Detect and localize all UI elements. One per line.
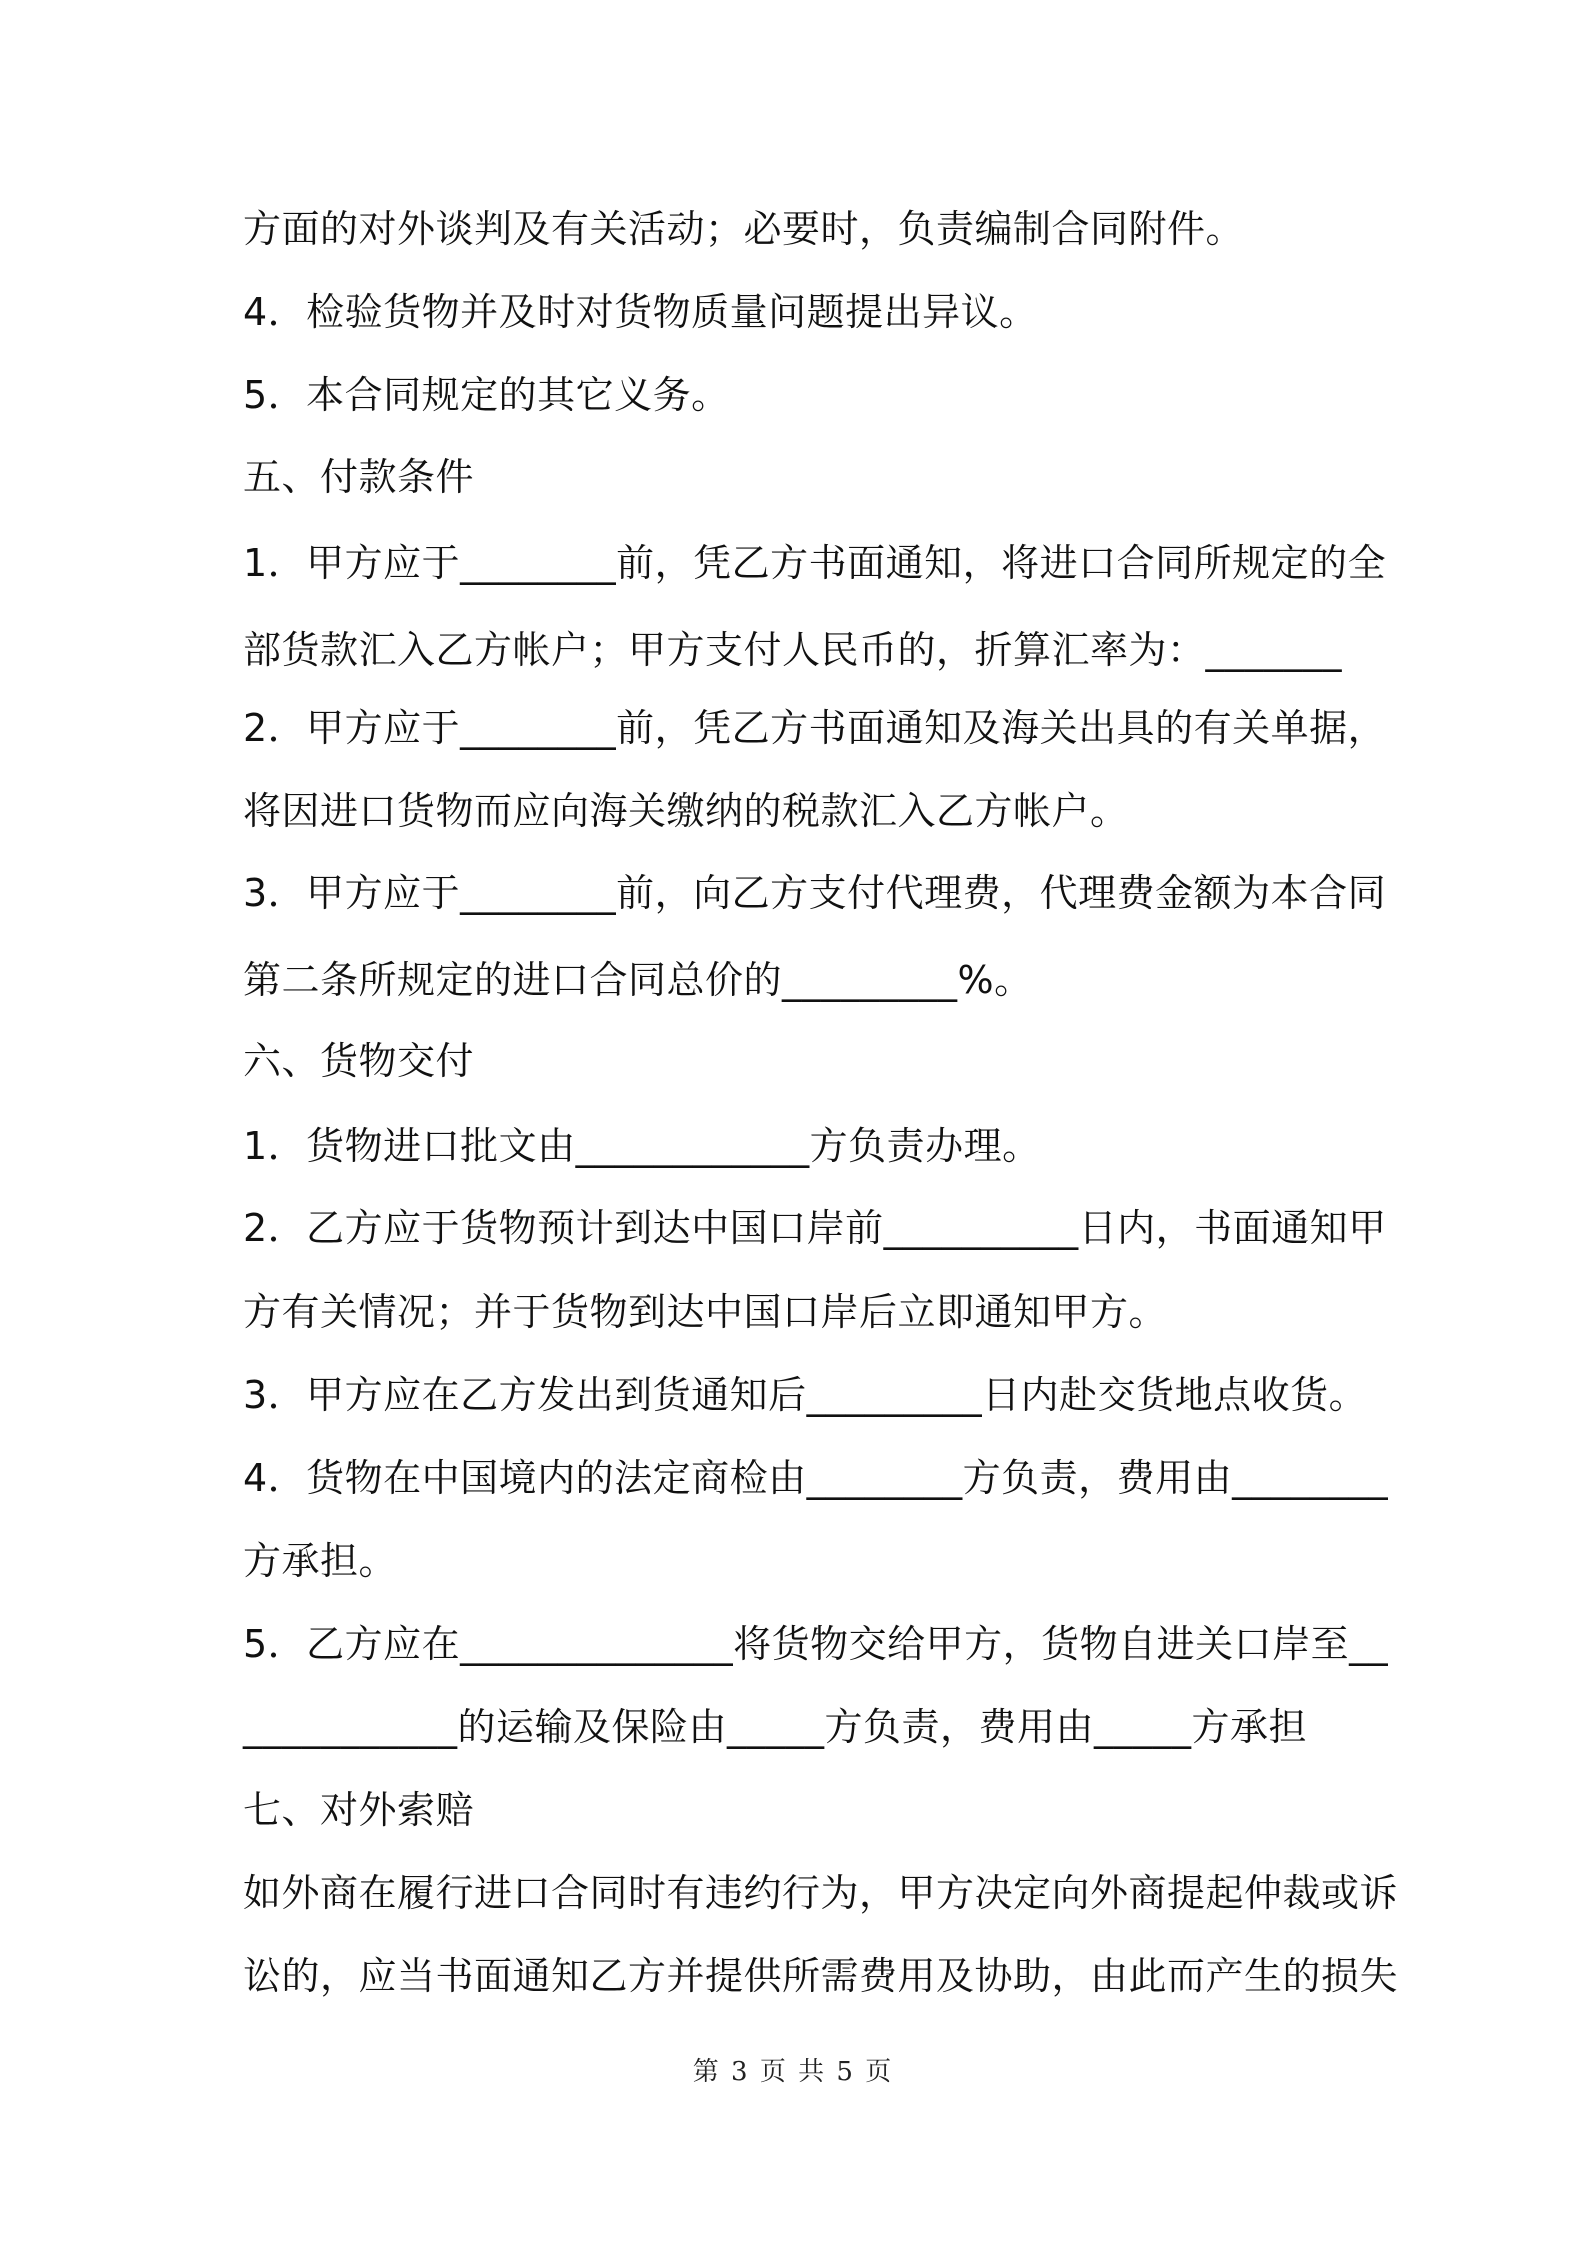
section-heading: 七、对外索赔 — [243, 1788, 475, 1832]
text-line: 2．乙方应于货物预计到达中国口岸前__________日内，书面通知甲 — [243, 1206, 1387, 1250]
text-line: 部货款汇入乙方帐户；甲方支付人民币的，折算汇率为：_______ — [243, 628, 1343, 672]
text-line: 将因进口货物而应向海关缴纳的税款汇入乙方帐户。 — [243, 789, 1129, 833]
text-line: 3．甲方应在乙方发出到货通知后_________日内赴交货地点收货。 — [243, 1373, 1368, 1417]
text-line: 讼的，应当书面通知乙方并提供所需费用及协助，由此而产生的损失 — [243, 1954, 1399, 1998]
text-line: 4．检验货物并及时对货物质量问题提出异议。 — [243, 290, 1038, 334]
section-heading: 五、付款条件 — [243, 455, 475, 499]
page-number-footer: 第 3 页 共 5 页 — [692, 2057, 894, 2087]
text-line: 5．乙方应在______________将货物交给甲方，货物自进关口岸至__ — [243, 1622, 1389, 1666]
text-line: 第二条所规定的进口合同总价的_________%。 — [243, 958, 1033, 1002]
text-line: 方承担。 — [243, 1539, 398, 1583]
text-line: 2．甲方应于________前，凭乙方书面通知及海关出具的有关单据， — [243, 706, 1387, 750]
text-line: 如外商在履行进口合同时有违约行为，甲方决定向外商提起仲裁或诉 — [243, 1871, 1399, 1915]
text-line: 3．甲方应于________前，向乙方支付代理费，代理费金额为本合同 — [243, 871, 1387, 915]
section-heading: 六、货物交付 — [243, 1039, 475, 1083]
text-line: 1．甲方应于________前，凭乙方书面通知，将进口合同所规定的全 — [243, 541, 1387, 585]
text-line: 方面的对外谈判及有关活动；必要时，负责编制合同附件。 — [243, 207, 1245, 251]
text-line: 4．货物在中国境内的法定商检由________方负责，费用由________ — [243, 1456, 1389, 1500]
text-line: 5．本合同规定的其它义务。 — [243, 373, 730, 417]
text-line: 1．货物进口批文由____________方负责办理。 — [243, 1124, 1041, 1168]
text-line: 方有关情况；并于货物到达中国口岸后立即通知甲方。 — [243, 1290, 1168, 1334]
text-line: ___________的运输及保险由_____方负责，费用由_____方承担 — [243, 1705, 1308, 1749]
